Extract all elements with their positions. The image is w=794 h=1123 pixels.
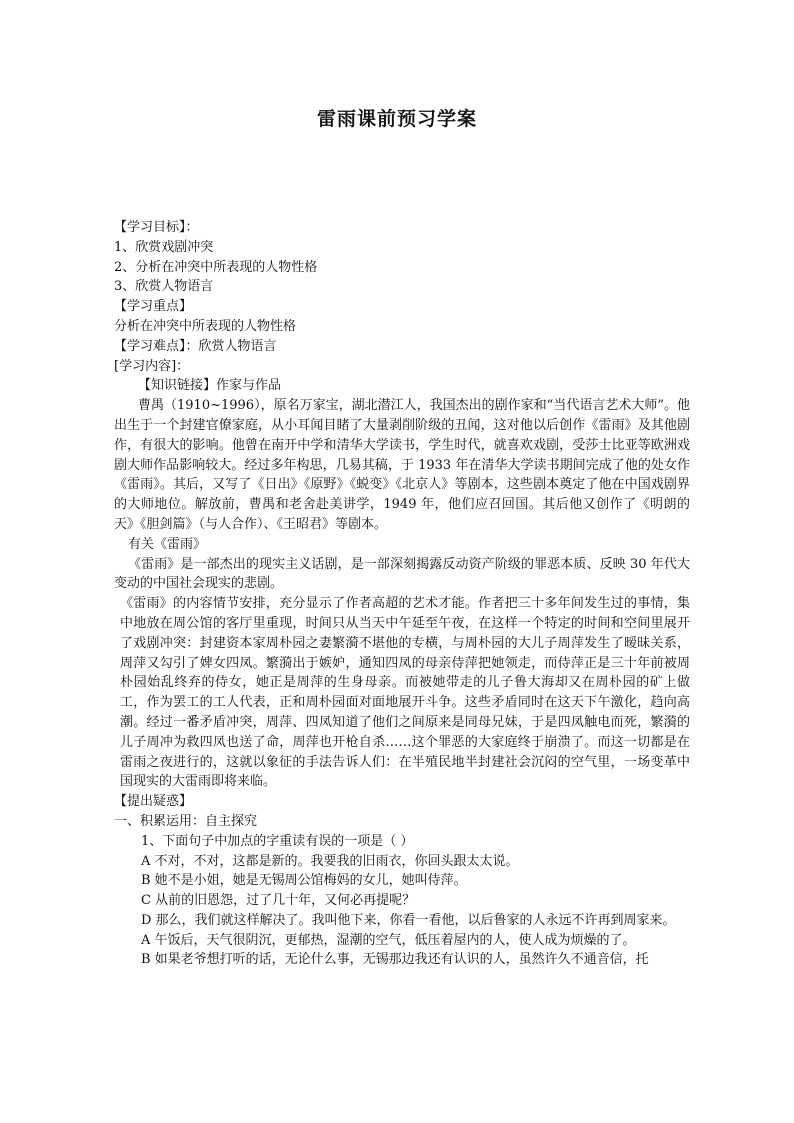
goals-heading: 【学习目标】： <box>114 220 199 235</box>
goal-item: 1、欣赏戏剧冲突 <box>114 239 214 255</box>
option-line: D 那么，我们就这样解决了。我叫他下来，你看一看他，以后鲁家的人永远不许再到周家来。 <box>141 912 676 928</box>
document-title: 雷雨课前预习学案 <box>316 108 477 130</box>
knowledge-link-heading: 【知识链接】作家与作品 <box>138 378 282 394</box>
difficulty-line: 【学习难点】：欣赏人物语言 <box>114 338 277 354</box>
about-paragraph-2: 《雷雨》的内容情节安排，充分显示了作者高超的艺术才能。作者把三十多年间发生过的事情，集中地放在周公馆的客厅里重现，时间只从当天中午延至午夜，在这样一个特定的时间和空间里展开了戏剧冲突：封建资本家周朴园之妻繁漪不堪他的专横，与周朴园的大儿子周萍发生了暧昧关系，周萍又勾引了婢女四凤。繁漪出于嫉妒，通知四凤的母亲侍萍把她领走，而侍萍正是三十年前被周朴园始乱终弃的侍女，她正是周萍的生身母亲。而被她带走的儿子鲁大海却又在周朴园的矿上做工，作为罢工的工人代表，正和周朴园面对面地展开斗争。这些矛盾同时在这天下午激化，趋向高潮。经过一番矛盾冲突，周萍、四凤知道了他们之间原来是同母兄妹，于是四凤触电而死，繁漪的儿子周冲为救四凤也送了命，周萍也开枪自杀……这个罪恶的大家庭终于崩溃了。而这一切都是在雷雨之夜进行的，这就以象征的手法告诉人们：在半殖民地半封建社会沉闷的空气里，一场变革中国现实的大雷雨即将来临。 <box>120 596 690 790</box>
about-paragraph-1: 《雷雨》是一部杰出的现实主义话剧，是一部深刻揭露反动资产阶级的罪恶本质、反映 30 年代大变动的中国社会现实的悲剧。 <box>114 556 690 592</box>
option-line: A 午饭后，天气很阴沉，更郁热，湿潮的空气，低压着屋内的人，使人成为烦燥的了。 <box>141 932 636 948</box>
goal-item: 3、欣赏人物语言 <box>114 279 214 295</box>
focus-heading: 【学习重点】 <box>114 299 193 315</box>
focus-text: 分析在冲突中所表现的人物性格 <box>114 318 297 334</box>
content-heading: [学习内容]： <box>114 358 190 374</box>
document-body <box>114 218 690 970</box>
section-heading: 一、积累运用：自主探究 <box>114 813 258 829</box>
option-line: B 她不是小姐，她是无锡周公馆梅妈的女儿，她叫侍萍。 <box>141 873 467 889</box>
option-line: C 从前的旧恩怨，过了几十年，又何必再提呢？ <box>141 893 416 909</box>
author-paragraph: 曹禺（1910~1996），原名万家宝，湖北潜江人，我国杰出的剧作家和“当代语言艺术大师”。他出生于一个封建官僚家庭，从小耳闻目睹了大量剥削阶级的丑闻，这对他以后创作《雷雨》及其他剧作，有很大的影响。他曾在南开中学和清华大学读书，学生时代，就喜欢戏剧，受莎士比亚等欧洲戏剧大师作品影响较大。经过多年构思，几易其稿，于 1933 年在清华大学读书期间完成了他的处女作《雷雨》。其后，又写了《日出》《原野》《蜕变》《北京人》等剧本，这些剧本奠定了他在中国戏剧界的大师地位。解放前，曹禺和老舍赴美讲学，1949 年，他们应召回国。其后他又创作了《明朗的天》《胆剑篇》（与人合作）、《王昭君》等剧本。 <box>114 398 690 532</box>
about-heading: 有关《雷雨》 <box>128 536 207 552</box>
goal-item: 2、分析在冲突中所表现的人物性格 <box>114 259 318 275</box>
question-heading: 【提出疑惑】 <box>114 794 193 810</box>
question-1: 1、下面句子中加点的字重读有误的一项是（ ） <box>141 833 414 849</box>
option-line: B 如果老爷想打听的话，无论什么事，无锡那边我还有认识的人，虽然许久不通音信，托 <box>141 952 649 968</box>
option-line: A 不对，不对，这都是新的。我要我的旧雨衣，你回头跟太太说。 <box>141 853 519 869</box>
